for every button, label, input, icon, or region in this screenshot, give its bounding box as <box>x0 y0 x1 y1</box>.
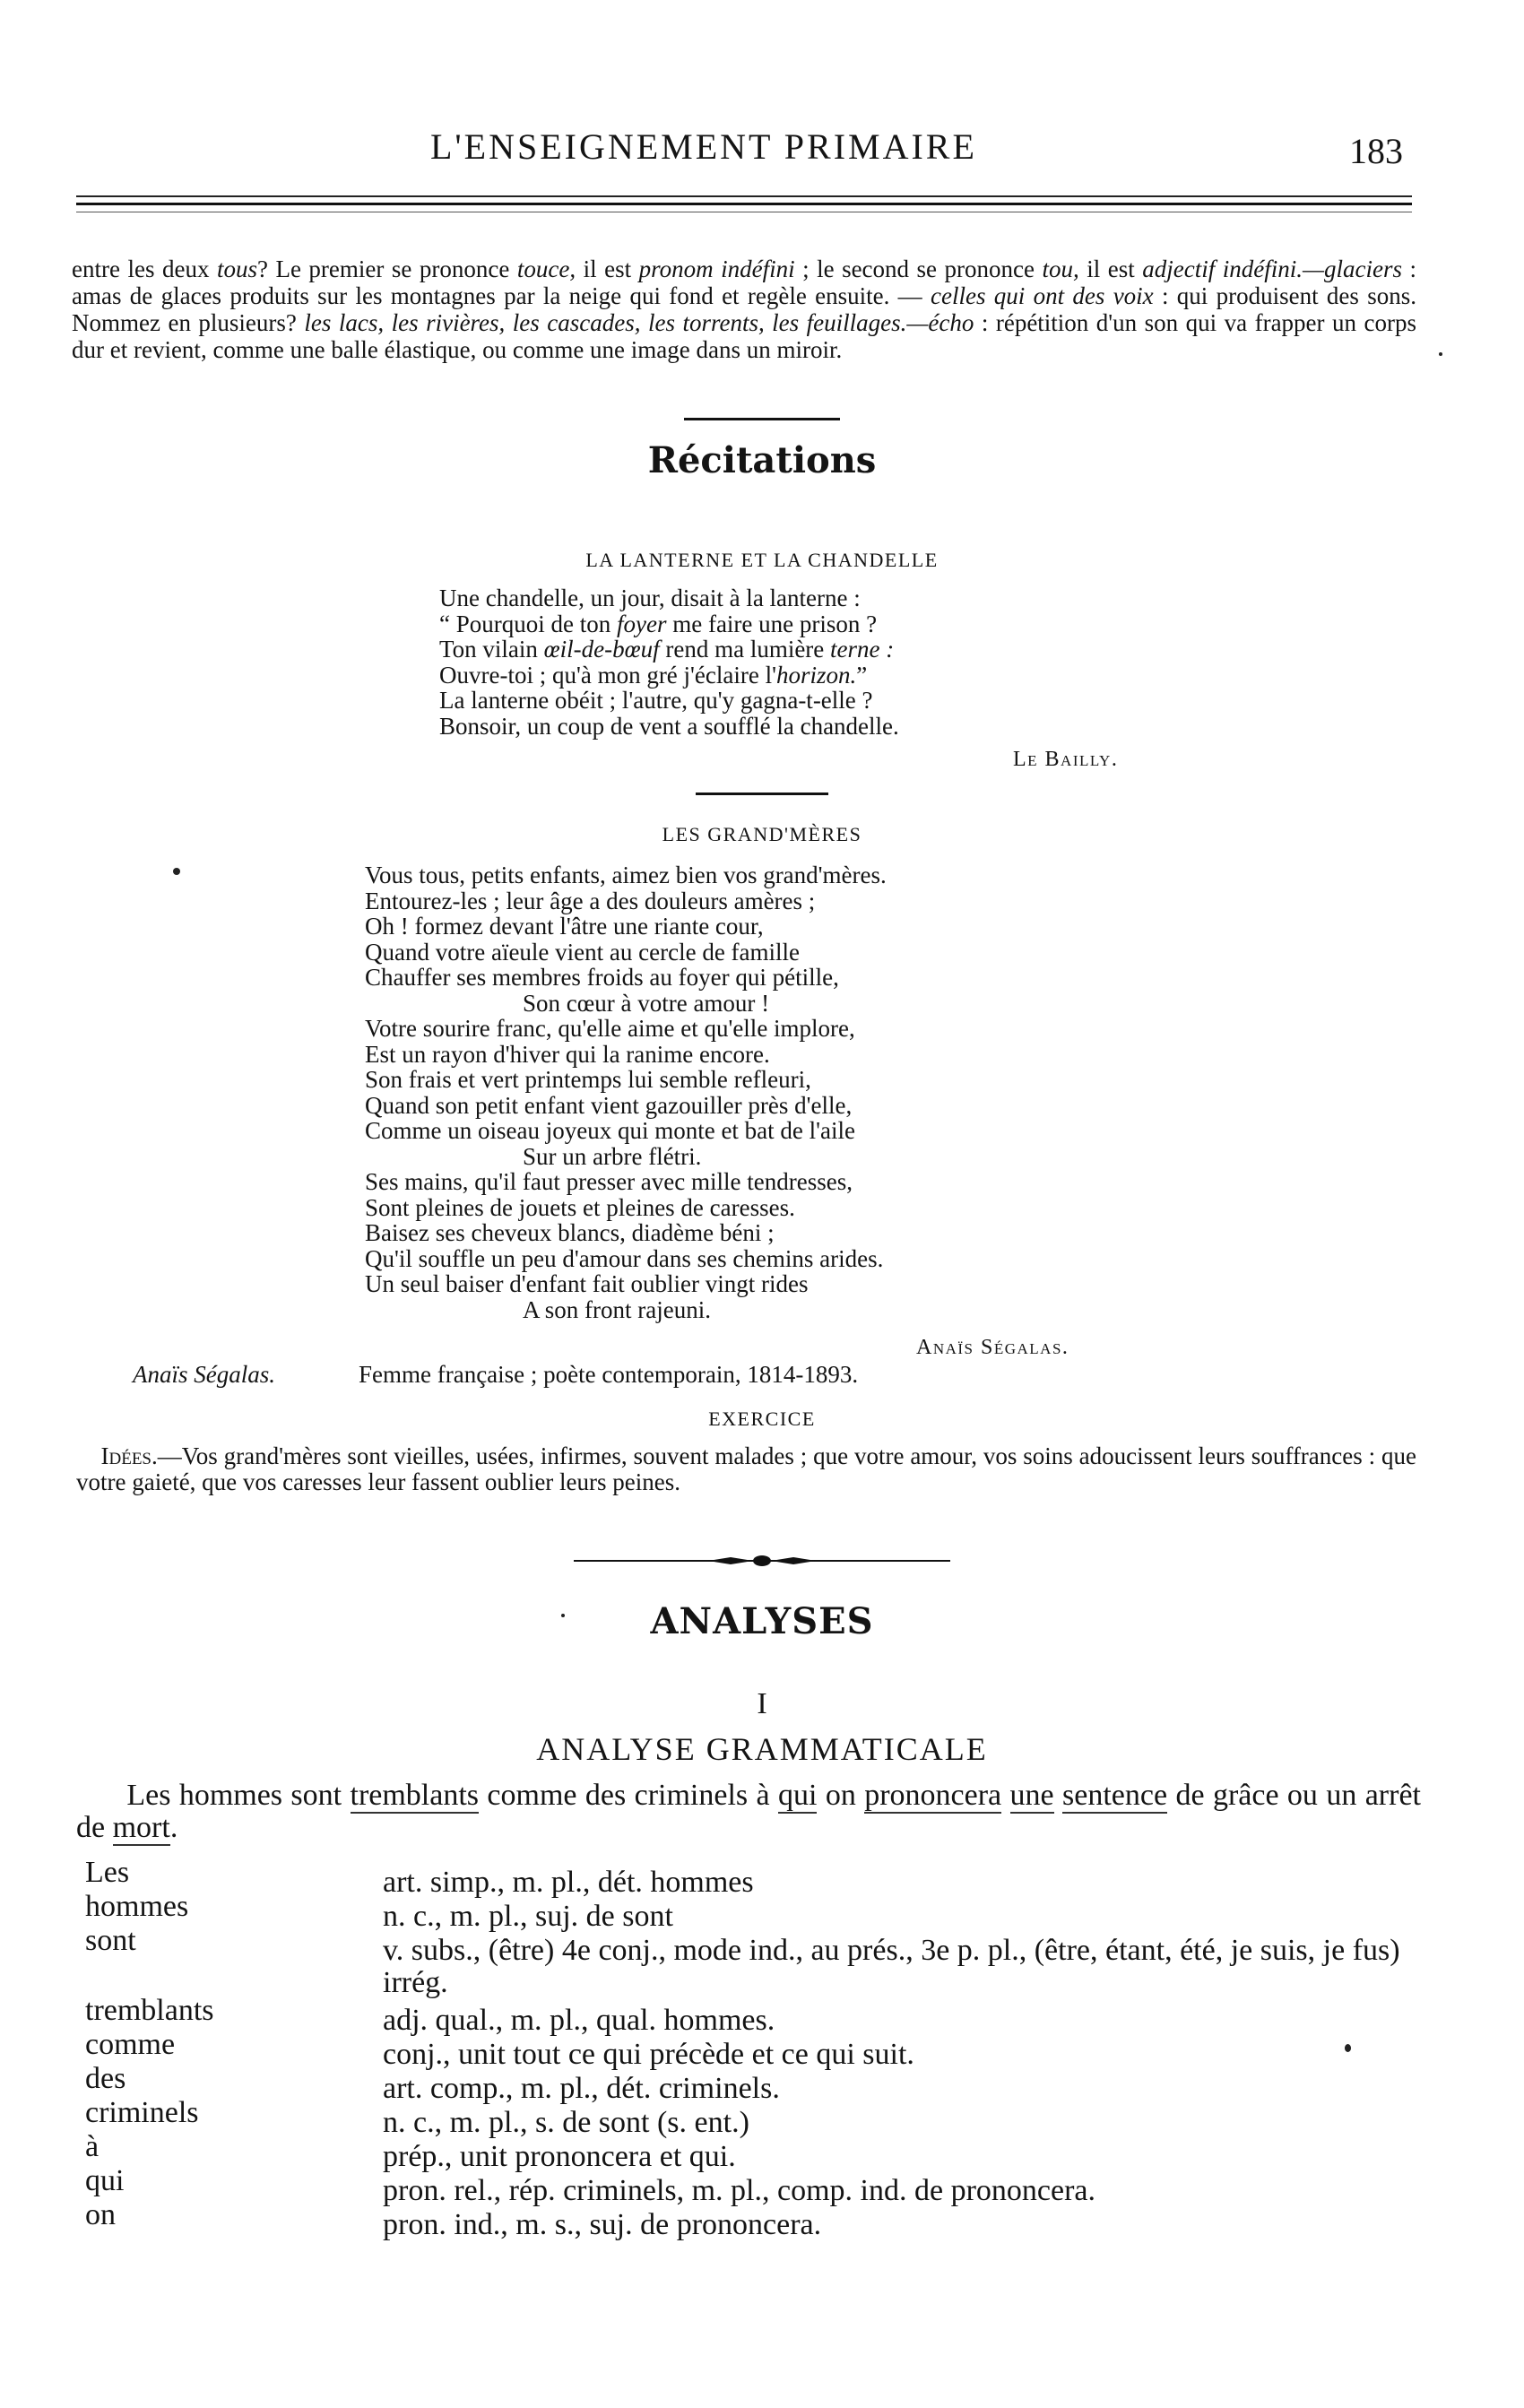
analysis-definition: prép., unit prononcera et qui. <box>383 2140 736 2173</box>
intro-paragraph: entre les deux tous? Le premier se prononce touce, il est pronom indéfini ; le second se prononce tou, il est adjectif indéfini.—glaciers : amas de glaces produits sur les montagnes par la neige qui fond et regèle ensuite. — celles qui ont des voix : qui produisent des sons. Nommez en plusieurs? les lacs, les rivières, les cascades, les torrents, les feuillages.—écho : répétition d'un son qui va frapper un corps dur et revient, comme une balle élastique, ou comme une image dans un miroir. <box>72 256 1416 363</box>
analysis-definition: art. simp., m. pl., dét. hommes <box>383 1866 754 1899</box>
analysis-definition: n. c., m. pl., suj. de sont <box>383 1900 673 1933</box>
poem-line: Un seul baiser d'enfant fait oublier vingt rides <box>365 1270 809 1297</box>
poem-grandmeres <box>365 862 887 1322</box>
poem-line: Qu'il souffle un peu d'amour dans ses chemins arides. <box>365 1244 884 1272</box>
poem-author: Le Bailly. <box>1013 748 1119 771</box>
poem-line: Ouvre-toi ; qu'à mon gré j'éclaire l'horizon.” <box>439 661 868 689</box>
analysis-definition: n. c., m. pl., s. de sont (s. ent.) <box>383 2106 749 2139</box>
analysis-definition: art. comp., m. pl., dét. criminels. <box>383 2072 780 2105</box>
analysis-definition: v. subs., (être) 4e conj., mode ind., au prés., 3e p. pl., (être, étant, été, je suis, je fus) irrég. <box>383 1934 1400 1999</box>
poem-line: Vous tous, petits enfants, aimez bien vos grand'mères. <box>365 862 887 888</box>
poem-line: Son frais et vert printemps lui semble refleuri, <box>365 1066 811 1093</box>
analysis-number: I <box>757 1687 767 1720</box>
analysis-definition: pron. ind., m. s., suj. de prononcera. <box>383 2208 822 2241</box>
poem-line: Entourez-les ; leur âge a des douleurs amères ; <box>365 887 816 914</box>
analysis-word: à <box>85 2130 100 2163</box>
poem-line: Votre sourire franc, qu'elle aime et qu'elle implore, <box>365 1015 855 1042</box>
section-divider <box>684 418 840 420</box>
header-rule <box>76 203 1412 205</box>
poem-title-grandmeres: LES GRAND'MÈRES <box>662 823 862 845</box>
analysis-definition: pron. rel., rép. criminels, m. pl., comp. ind. de prononcera. <box>383 2174 1095 2207</box>
poem-line: Quand votre aïeule vient au cercle de famille <box>365 938 801 966</box>
poem-line: Bonsoir, un coup de vent a soufflé la chandelle. <box>439 712 899 740</box>
analysis-word: des <box>85 2062 126 2095</box>
section-heading-recitations: Récitations <box>647 439 877 481</box>
poem-line: Son cœur à votre amour ! <box>523 989 770 1017</box>
exercise-paragraph: Idées.—Vos grand'mères sont vieilles, usées, infirmes, souvent malades ; que votre amour, vos soins adoucissent leurs souffrances : que votre gaieté, que vos caresses leur fassent oublier leurs peines. <box>76 1442 1416 1495</box>
poem-line: Sont pleines de jouets et pleines de caresses. <box>365 1193 795 1221</box>
poem-title-lanterne: LA LANTERNE ET LA CHANDELLE <box>585 549 939 571</box>
analysis-word: on <box>85 2198 116 2231</box>
analysis-sentence: Les hommes sont tremblants comme des criminels à qui on prononcera une sentence de grâce ou un arrêt de mort. <box>76 1779 1421 1844</box>
ink-speck <box>1345 2044 1351 2052</box>
poem-line: “ Pourquoi de ton foyer me faire une prison ? <box>439 610 878 637</box>
poem-author: Anaïs Ségalas. <box>916 1336 1069 1359</box>
poem-line: La lanterne obéit ; l'autre, qu'y gagna-t-elle ? <box>439 687 873 714</box>
poem-line: Une chandelle, un jour, disait à la lanterne : <box>439 585 861 611</box>
analysis-definition: conj., unit tout ce qui précède et ce qui suit. <box>383 2038 914 2071</box>
ornament-divider <box>574 1554 950 1568</box>
ink-speck <box>561 1614 565 1617</box>
analysis-definition: adj. qual., m. pl., qual. hommes. <box>383 2004 775 2037</box>
analysis-word: hommes <box>85 1890 189 1923</box>
poem-lanterne <box>439 585 899 739</box>
poem-line: A son front rajeuni. <box>523 1295 711 1323</box>
analysis-word: qui <box>85 2164 125 2197</box>
analysis-word: sont <box>85 1924 136 1957</box>
poem-line: Ton vilain œil-de-bœuf rend ma lumière terne : <box>439 636 895 663</box>
poem-line: Ses mains, qu'il faut presser avec mille tendresses, <box>365 1168 853 1195</box>
ink-speck <box>1439 352 1442 356</box>
poem-line: Quand son petit enfant vient gazouiller près d'elle, <box>365 1091 853 1119</box>
poem-line: Chauffer ses membres froids au foyer qui pétille, <box>365 964 839 991</box>
poem-line: Est un rayon d'hiver qui la ranime encore. <box>365 1040 770 1068</box>
author-note-name: Anaïs Ségalas. <box>133 1361 275 1388</box>
section-heading-analyses: ANALYSES <box>650 1600 874 1642</box>
poem-line: Sur un arbre flétri. <box>523 1142 702 1170</box>
exercise-title: EXERCICE <box>708 1408 816 1430</box>
ink-speck <box>173 868 180 875</box>
section-divider <box>696 793 828 795</box>
author-note-text: Femme française ; poète contemporain, 1814-1893. <box>359 1361 859 1388</box>
poem-line: Comme un oiseau joyeux qui monte et bat de l'aile <box>365 1117 855 1144</box>
analysis-word: comme <box>85 2028 176 2061</box>
analysis-word: criminels <box>85 2096 199 2129</box>
analysis-word: tremblants <box>85 1994 214 2027</box>
analysis-subheading: ANALYSE GRAMMATICALE <box>536 1731 988 1767</box>
running-header-title: L'ENSEIGNEMENT PRIMAIRE <box>430 126 977 167</box>
poem-line: Oh ! formez devant l'âtre une riante cour, <box>365 913 764 940</box>
poem-line: Baisez ses cheveux blancs, diadème béni ; <box>365 1219 775 1246</box>
header-rule <box>76 195 1412 197</box>
page-number: 183 <box>1349 131 1403 171</box>
analysis-word: Les <box>85 1856 130 1889</box>
